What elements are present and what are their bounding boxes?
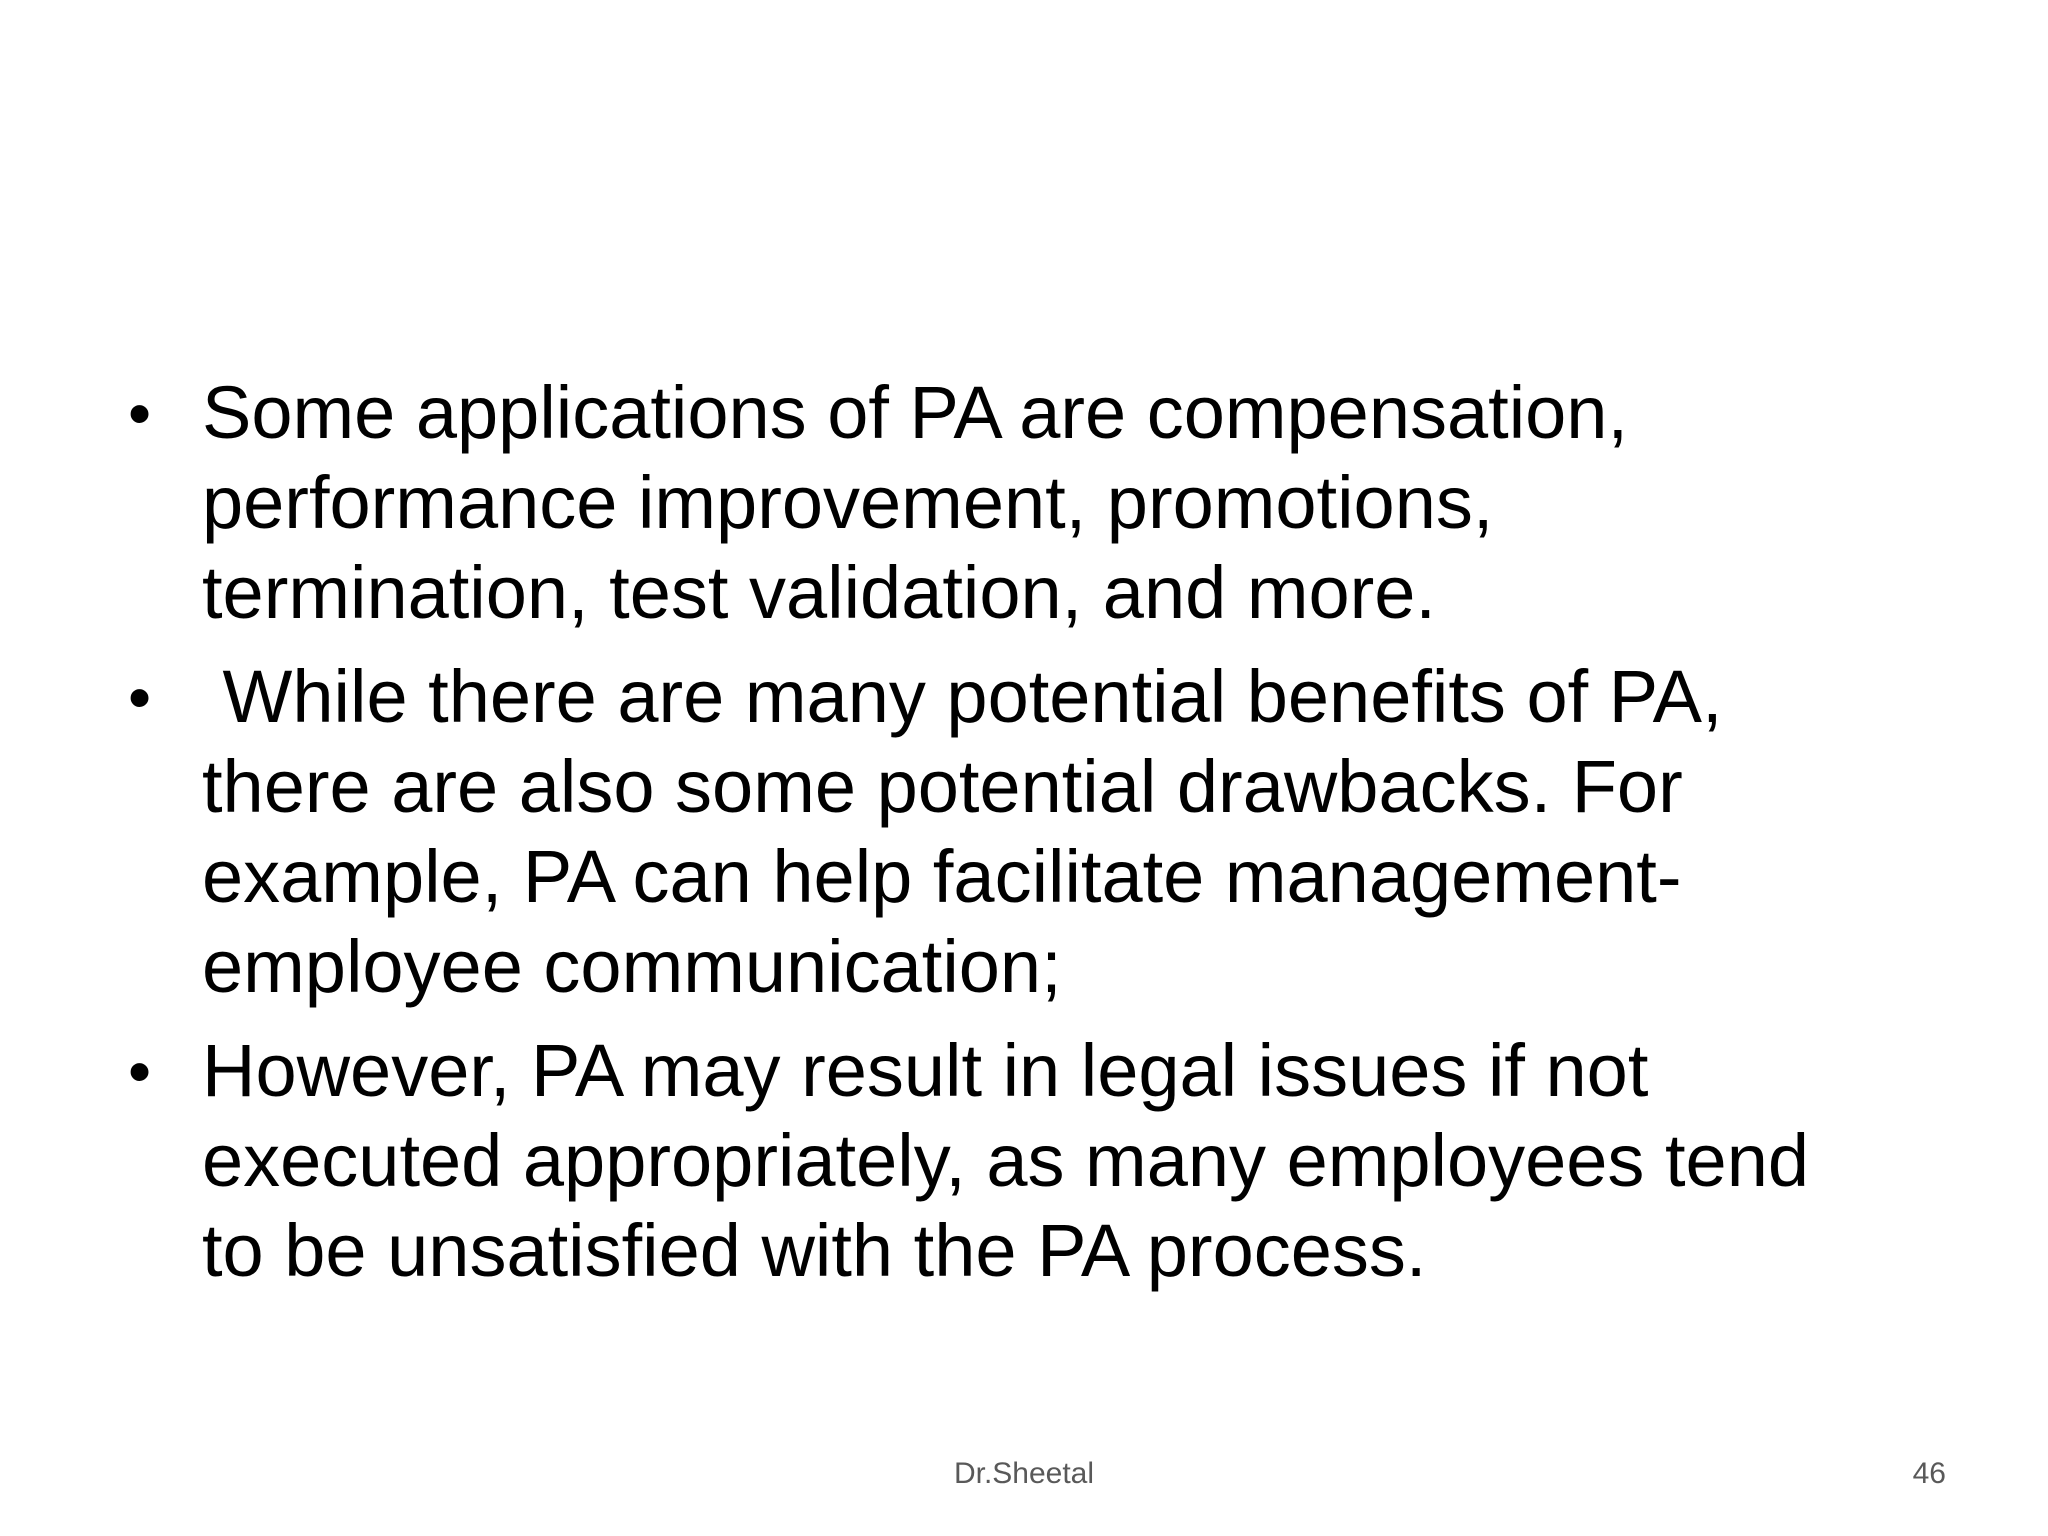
bullet-text-line: While there are many potential benefits of PA, (202, 655, 1723, 738)
bullet-text-line: performance improvement, promotions, (202, 461, 1494, 544)
bullet-dot-icon: • (128, 1034, 152, 1108)
bullet-item-applications (120, 368, 1960, 638)
bullet-text-line: However, PA may result in legal issues if not (202, 1029, 1649, 1112)
bullet-item-legal-issues (120, 1026, 1960, 1296)
bullet-dot-icon: • (128, 376, 152, 450)
bullet-text-line: to be unsatisfied with the PA process. (202, 1209, 1427, 1292)
bullet-text-line: termination, test validation, and more. (202, 551, 1436, 634)
bullet-text-line: executed appropriately, as many employees tend (202, 1119, 1810, 1202)
bullet-dot-icon: • (128, 660, 152, 734)
bullet-list (120, 368, 1960, 1310)
bullet-text-line: there are also some potential drawbacks. For (202, 745, 1683, 828)
slide-number: 46 (1912, 1457, 1946, 1490)
bullet-text-line: Some applications of PA are compensation, (202, 371, 1629, 454)
bullet-text-line: example, PA can help facilitate management- (202, 835, 1682, 918)
footer-author: Dr.Sheetal (953, 1457, 1095, 1490)
bullet-item-benefits-drawbacks (120, 652, 1960, 1012)
bullet-text-line: employee communication; (202, 925, 1062, 1008)
